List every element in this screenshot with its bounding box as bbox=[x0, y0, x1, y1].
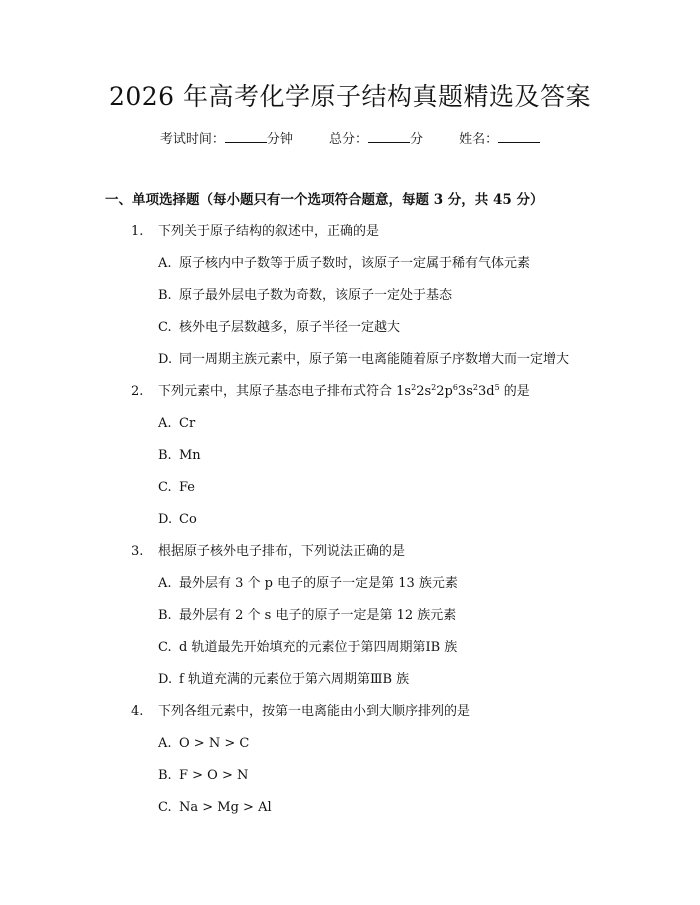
option-1c bbox=[158, 318, 401, 338]
question-text-after: 的是 bbox=[499, 384, 530, 399]
question-number: 2. bbox=[131, 384, 144, 399]
student-name-blank bbox=[498, 130, 540, 143]
exam-time-label: 考试时间： bbox=[159, 132, 225, 147]
exam-time-unit: 分钟 bbox=[266, 132, 293, 147]
question-text: 根据原子核外电子排布，下列说法正确的是 bbox=[158, 544, 406, 559]
option-text: Fe bbox=[179, 480, 196, 495]
option-letter: A. bbox=[158, 736, 172, 751]
option-letter: A. bbox=[158, 416, 172, 431]
option-text: O > N > C bbox=[179, 736, 250, 751]
option-letter: C. bbox=[158, 320, 172, 335]
option-text: 最外层有 2 个 s 电子的原子一定是第 12 族元素 bbox=[179, 608, 457, 623]
exam-info-line bbox=[0, 130, 700, 150]
orbital-2s-count: 2 bbox=[431, 383, 437, 392]
question-text-before: 下列元素中，其原子基态电子排布式符合 bbox=[158, 384, 397, 399]
option-text: 原子核内中子数等于质子数时，该原子一定属于稀有气体元素 bbox=[179, 256, 531, 271]
option-text: Cr bbox=[179, 416, 196, 431]
electron-configuration bbox=[396, 384, 500, 399]
page-title: 2026 年高考化学原子结构真题精选及答案 bbox=[108, 82, 592, 111]
total-score-blank bbox=[368, 130, 410, 143]
option-3c bbox=[158, 638, 458, 658]
question-3 bbox=[131, 542, 406, 562]
total-score-unit: 分 bbox=[410, 132, 424, 147]
option-letter: A. bbox=[158, 576, 172, 591]
option-text: 原子最外层电子数为奇数，该原子一定处于基态 bbox=[179, 288, 453, 303]
option-1d bbox=[158, 350, 570, 370]
option-2a bbox=[158, 414, 196, 434]
option-text: f 轨道充满的元素位于第六周期第ⅢB 族 bbox=[179, 672, 410, 687]
option-letter: A. bbox=[158, 256, 172, 271]
student-name-label: 姓名： bbox=[459, 132, 499, 147]
orbital-1s: 1s bbox=[396, 384, 412, 399]
option-2b bbox=[158, 446, 201, 466]
orbital-3s-count: 2 bbox=[472, 383, 478, 392]
question-4 bbox=[131, 702, 471, 722]
question-1 bbox=[131, 222, 380, 242]
option-2c bbox=[158, 478, 196, 498]
option-letter: C. bbox=[158, 640, 172, 655]
option-letter: C. bbox=[158, 480, 172, 495]
orbital-1s-count: 2 bbox=[411, 383, 417, 392]
orbital-3d: 3d bbox=[477, 384, 495, 399]
option-letter: D. bbox=[158, 672, 173, 687]
option-letter: B. bbox=[158, 608, 172, 623]
option-3d bbox=[158, 670, 410, 690]
question-2 bbox=[131, 382, 530, 402]
question-text: 下列各组元素中，按第一电离能由小到大顺序排列的是 bbox=[158, 704, 471, 719]
question-number: 3. bbox=[131, 544, 144, 559]
option-4b bbox=[158, 766, 249, 786]
option-1a bbox=[158, 254, 531, 274]
orbital-3d-count: 5 bbox=[494, 383, 500, 392]
total-score-label: 总分： bbox=[328, 132, 368, 147]
question-text: 下列关于原子结构的叙述中，正确的是 bbox=[158, 224, 380, 239]
orbital-2p: 2p bbox=[436, 384, 453, 399]
option-3b bbox=[158, 606, 457, 626]
option-1b bbox=[158, 286, 453, 306]
option-text: d 轨道最先开始填充的元素位于第四周期第ⅠB 族 bbox=[179, 640, 458, 655]
option-text: Mn bbox=[179, 448, 201, 463]
option-letter: C. bbox=[158, 800, 172, 815]
option-text: 同一周期主族元素中，原子第一电离能随着原子序数增大而一定增大 bbox=[179, 352, 570, 367]
option-text: 核外电子层数越多，原子半径一定越大 bbox=[179, 320, 401, 335]
option-letter: B. bbox=[158, 448, 172, 463]
orbital-2s: 2s bbox=[416, 384, 432, 399]
option-4a bbox=[158, 734, 250, 754]
exam-time-blank bbox=[225, 130, 267, 143]
option-3a bbox=[158, 574, 458, 594]
option-text: Co bbox=[179, 512, 197, 527]
option-text: 最外层有 3 个 p 电子的原子一定是第 13 族元素 bbox=[179, 576, 458, 591]
option-2d bbox=[158, 510, 197, 530]
option-letter: B. bbox=[158, 288, 172, 303]
orbital-3s: 3s bbox=[457, 384, 473, 399]
student-name-field bbox=[459, 132, 540, 147]
section-heading: 一、单项选择题（每小题只有一个选项符合题意，每题 3 分，共 45 分） bbox=[105, 192, 544, 208]
option-4c bbox=[158, 798, 272, 818]
question-number: 1. bbox=[131, 224, 144, 239]
option-letter: B. bbox=[158, 768, 172, 783]
total-score-field bbox=[329, 132, 423, 147]
option-letter: D. bbox=[158, 512, 173, 527]
question-text bbox=[158, 382, 530, 402]
option-text: F > O > N bbox=[179, 768, 249, 783]
option-text: Na > Mg > Al bbox=[179, 800, 272, 815]
exam-time-field bbox=[160, 132, 293, 147]
option-letter: D. bbox=[158, 352, 173, 367]
question-number: 4. bbox=[131, 704, 144, 719]
orbital-2p-count: 6 bbox=[452, 383, 458, 392]
